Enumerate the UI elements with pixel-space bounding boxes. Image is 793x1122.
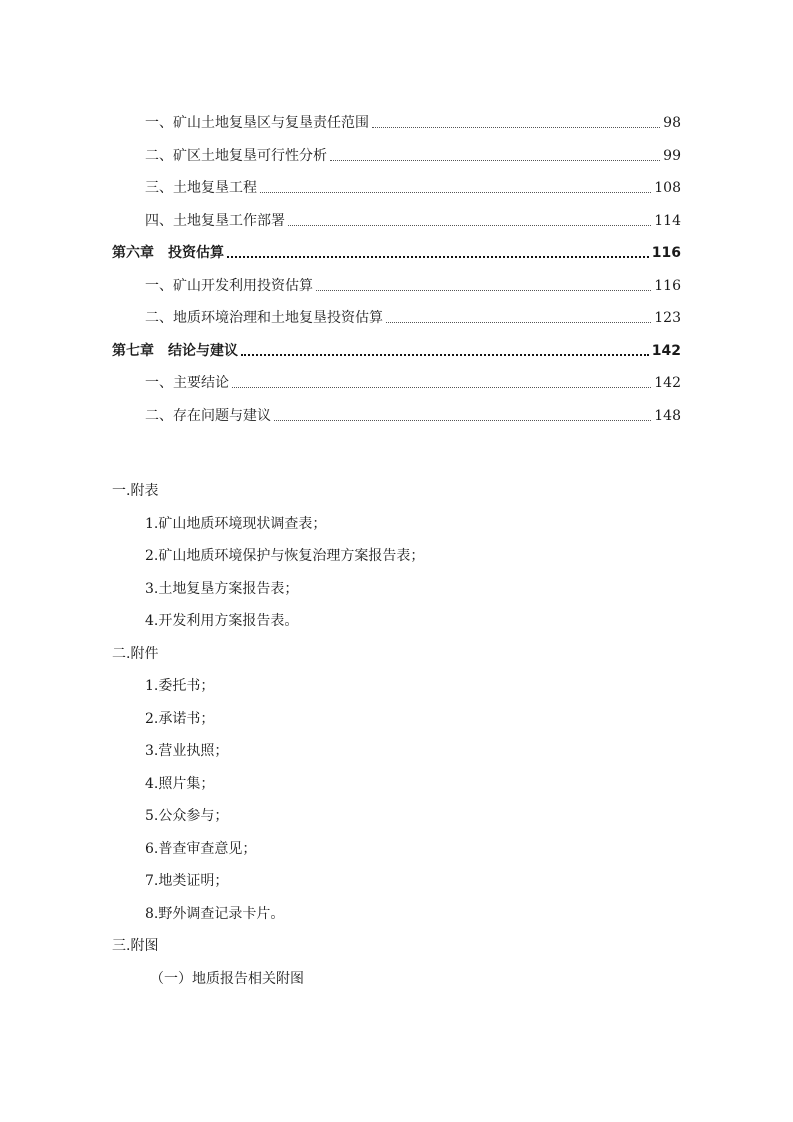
appendix-attachments-heading: 二.附件	[112, 646, 159, 662]
toc-page-number: 99	[663, 148, 681, 164]
list-item: 6.普查审查意见；	[145, 841, 257, 857]
toc-chapter-entry[interactable]	[112, 338, 681, 360]
toc-page-number: 142	[651, 343, 681, 359]
toc-page-number: 108	[654, 180, 681, 196]
toc-entry[interactable]	[145, 208, 681, 230]
dot-leader	[260, 191, 651, 193]
toc-entry-label: 二、地质环境治理和土地复垦投资估算	[145, 310, 383, 326]
dot-leader	[227, 255, 649, 258]
list-item: 2.承诺书；	[145, 711, 215, 727]
toc-entry-label: 四、土地复垦工作部署	[145, 213, 285, 229]
dot-leader	[241, 353, 649, 356]
list-item: 1.委托书；	[145, 678, 215, 694]
appendix-figures-heading: 三.附图	[112, 938, 159, 954]
list-item: 3.土地复垦方案报告表；	[145, 581, 299, 597]
toc-page-number: 148	[654, 408, 681, 424]
dot-leader	[372, 126, 660, 128]
appendix-tables-heading: 一.附表	[112, 483, 159, 499]
toc-entry[interactable]	[145, 370, 681, 392]
toc-page-number: 98	[663, 115, 681, 131]
toc-chapter-label: 第七章 结论与建议	[112, 343, 238, 359]
list-item: 2.矿山地质环境保护与恢复治理方案报告表；	[145, 548, 425, 564]
dot-leader	[288, 224, 651, 226]
toc-entry-label: 一、矿山开发利用投资估算	[145, 278, 313, 294]
toc-page-number: 123	[654, 310, 681, 326]
dot-leader	[232, 386, 651, 388]
list-item: 4.照片集；	[145, 776, 215, 792]
toc-entry[interactable]	[145, 273, 681, 295]
toc-entry[interactable]	[145, 175, 681, 197]
dot-leader	[316, 289, 651, 291]
toc-page-number: 116	[654, 278, 681, 294]
toc-entry-label: 一、主要结论	[145, 375, 229, 391]
list-item: 5.公众参与；	[145, 808, 229, 824]
dot-leader	[330, 159, 660, 161]
dot-leader	[386, 321, 651, 323]
toc-page-number: 142	[654, 375, 681, 391]
list-item: 3.营业执照；	[145, 743, 229, 759]
toc-entry-label: 三、土地复垦工程	[145, 180, 257, 196]
toc-chapter-entry[interactable]	[112, 240, 681, 262]
toc-entry-label: 二、存在问题与建议	[145, 408, 271, 424]
toc-entry-label: 二、矿区土地复垦可行性分析	[145, 148, 327, 164]
toc-page-number: 116	[651, 245, 681, 261]
toc-entry[interactable]	[145, 143, 681, 165]
list-item: 4.开发利用方案报告表。	[145, 613, 299, 629]
toc-page-number: 114	[654, 213, 681, 229]
toc-entry[interactable]	[145, 403, 681, 425]
dot-leader	[274, 419, 651, 421]
list-item: 1.矿山地质环境现状调查表；	[145, 516, 327, 532]
appendix-figures-subheading: （一）地质报告相关附图	[150, 971, 304, 987]
list-item: 8.野外调查记录卡片。	[145, 906, 285, 922]
toc-chapter-label: 第六章 投资估算	[112, 245, 224, 261]
toc-entry[interactable]	[145, 110, 681, 132]
toc-entry-label: 一、矿山土地复垦区与复垦责任范围	[145, 115, 369, 131]
toc-entry[interactable]	[145, 305, 681, 327]
list-item: 7.地类证明；	[145, 873, 229, 889]
